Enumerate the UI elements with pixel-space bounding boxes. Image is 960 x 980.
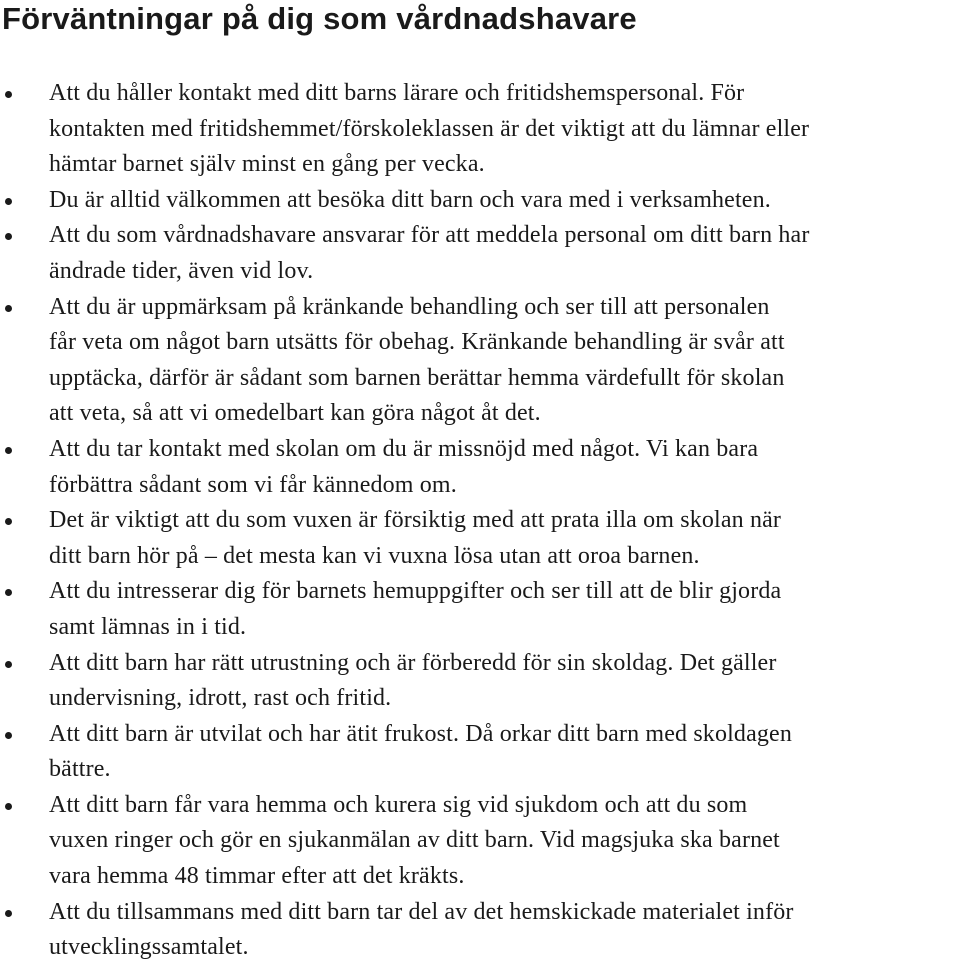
list-item	[0, 503, 960, 574]
bullet-icon	[5, 661, 12, 668]
list-item-text-line: Att du tillsammans med ditt barn tar del av det hemskickade materialet inför	[49, 898, 794, 925]
list-item-text-line: vuxen ringer och gör en sjukanmälan av ditt barn. Vid magsjuka ska barnet	[49, 827, 780, 854]
list-item	[0, 183, 960, 219]
bullet-icon	[5, 447, 12, 454]
bullet-icon	[5, 732, 12, 739]
list-item-text-line: upptäcka, därför är sådant som barnen berättar hemma värdefullt för skolan	[49, 364, 785, 391]
list-item-text-line: ändrade tider, även vid lov.	[49, 257, 314, 284]
list-item	[0, 432, 960, 503]
list-item-text-line: Att du är uppmärksam på kränkande behandling och ser till att personalen	[49, 293, 770, 320]
bullet-icon	[5, 518, 12, 525]
list-item-text-line: Att du intresserar dig för barnets hemuppgifter och ser till att de blir gjorda	[49, 578, 782, 605]
expectations-list	[0, 76, 960, 966]
list-item-text-line: kontakten med fritidshemmet/förskoleklassen är det viktigt att du lämnar eller	[49, 115, 810, 142]
list-item-text-line: hämtar barnet själv minst en gång per vecka.	[49, 151, 485, 178]
list-item-text-line: att veta, så att vi omedelbart kan göra något åt det.	[49, 400, 541, 427]
list-item-text-line: utvecklingssamtalet.	[49, 934, 249, 961]
bullet-icon	[5, 198, 12, 205]
list-item-text-line: samt lämnas in i tid.	[49, 613, 247, 640]
list-item-text-line: bättre.	[49, 756, 111, 783]
list-item	[0, 646, 960, 717]
list-item-text-line: Du är alltid välkommen att besöka ditt barn och vara med i verksamheten.	[49, 186, 771, 213]
list-item	[0, 788, 960, 895]
bullet-icon	[5, 91, 12, 98]
list-item-text-line: Att ditt barn får vara hemma och kurera sig vid sjukdom och att du som	[49, 791, 748, 818]
list-item	[0, 290, 960, 432]
page-title: Förväntningar på dig som vårdnadshavare	[2, 1, 637, 36]
list-item	[0, 895, 960, 966]
list-item	[0, 218, 960, 289]
list-item-text-line: får veta om något barn utsätts för obehag. Kränkande behandling är svår att	[49, 329, 785, 356]
bullet-icon	[5, 589, 12, 596]
list-item-text-line: undervisning, idrott, rast och fritid.	[49, 685, 392, 712]
bullet-icon	[5, 233, 12, 240]
list-item-text-line: Det är viktigt att du som vuxen är försiktig med att prata illa om skolan när	[49, 507, 782, 534]
list-item	[0, 717, 960, 788]
list-item-text-line: Att du tar kontakt med skolan om du är missnöjd med något. Vi kan bara	[49, 435, 759, 462]
bullet-icon	[5, 803, 12, 810]
list-item	[0, 76, 960, 183]
list-item-text-line: Att du som vårdnadshavare ansvarar för att meddela personal om ditt barn har	[49, 222, 810, 249]
list-item-text-line: Att ditt barn är utvilat och har ätit frukost. Då orkar ditt barn med skoldagen	[49, 720, 792, 747]
list-item-text-line: vara hemma 48 timmar efter att det kräkts.	[49, 863, 465, 890]
bullet-icon	[5, 910, 12, 917]
bullet-icon	[5, 305, 12, 312]
list-item-text-line: ditt barn hör på – det mesta kan vi vuxna lösa utan att oroa barnen.	[49, 542, 700, 569]
list-item-text-line: Att du håller kontakt med ditt barns lärare och fritidshemspersonal. För	[49, 80, 745, 106]
list-item-text-line: förbättra sådant som vi får kännedom om.	[49, 471, 457, 498]
list-item	[0, 574, 960, 645]
list-item-text-line: Att ditt barn har rätt utrustning och är förberedd för sin skoldag. Det gäller	[49, 649, 777, 676]
